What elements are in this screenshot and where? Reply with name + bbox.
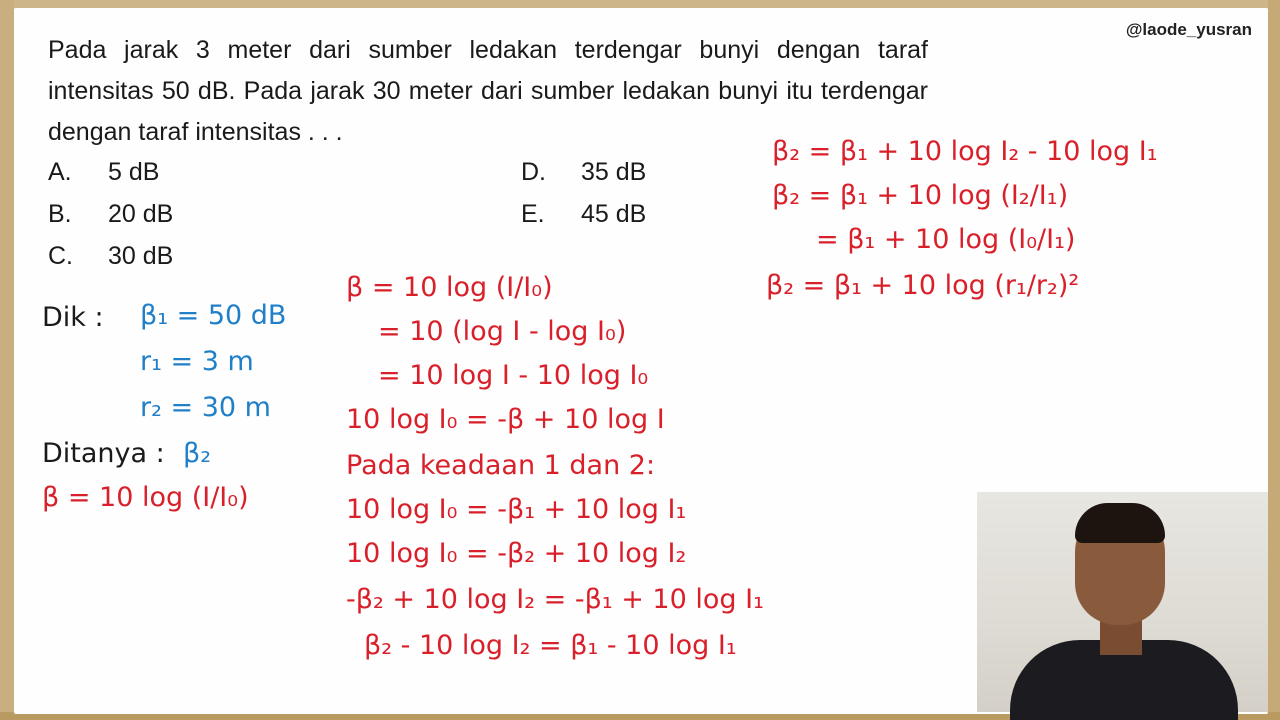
derivation-line-6: 10 log I₀ = -β₁ + 10 log I₁ xyxy=(346,494,687,525)
derivation-line-5: Pada keadaan 1 dan 2: xyxy=(346,450,656,481)
known-beta1: β₁ = 50 dB xyxy=(140,300,287,331)
known-r1: r₁ = 3 m xyxy=(140,346,254,377)
option-value: 20 dB xyxy=(108,200,174,228)
derivation-line-2: = 10 (log I - log I₀) xyxy=(378,316,627,347)
asked-label: Ditanya : xyxy=(42,438,165,469)
derivation-line-1: β = 10 log (I/I₀) xyxy=(346,272,553,303)
option-letter: E. xyxy=(521,200,545,228)
option-c xyxy=(48,242,173,271)
frame-top xyxy=(0,0,1280,8)
right-step-2: β₂ = β₁ + 10 log (I₂/I₁) xyxy=(772,180,1069,211)
question-text: Pada jarak 3 meter dari sumber ledakan terdengar bunyi dengan taraf intensitas 50 dB. Pada jarak 30 meter dari sumber ledakan bunyi itu terdengar dengan taraf intensitas . . . xyxy=(48,36,928,146)
option-a xyxy=(48,158,159,187)
right-step-4: β₂ = β₁ + 10 log (r₁/r₂)² xyxy=(766,270,1080,301)
option-letter: C. xyxy=(48,242,73,270)
derivation-line-8: -β₂ + 10 log I₂ = -β₁ + 10 log I₁ xyxy=(346,584,764,615)
derivation-line-3: = 10 log I - 10 log I₀ xyxy=(378,360,649,391)
option-letter: A. xyxy=(48,158,72,186)
option-value: 5 dB xyxy=(108,158,160,186)
presenter-hair xyxy=(1075,503,1165,543)
option-b xyxy=(48,200,173,229)
known-r2: r₂ = 30 m xyxy=(140,392,271,423)
frame-left xyxy=(0,0,14,720)
option-letter: D. xyxy=(521,158,546,186)
option-value: 45 dB xyxy=(581,200,647,228)
derivation-line-4: 10 log I₀ = -β + 10 log I xyxy=(346,404,665,435)
option-e xyxy=(521,200,646,229)
frame-right xyxy=(1268,0,1280,720)
right-step-1: β₂ = β₁ + 10 log I₂ - 10 log I₁ xyxy=(772,136,1158,167)
option-letter: B. xyxy=(48,200,72,228)
base-formula: β = 10 log (I/I₀) xyxy=(42,482,249,513)
right-step-3: = β₁ + 10 log (I₀/I₁) xyxy=(816,224,1076,255)
option-d xyxy=(521,158,646,187)
known-label: Dik : xyxy=(42,302,104,333)
derivation-line-7: 10 log I₀ = -β₂ + 10 log I₂ xyxy=(346,538,687,569)
derivation-line-9: β₂ - 10 log I₂ = β₁ - 10 log I₁ xyxy=(364,630,737,661)
watermark: @laode_yusran xyxy=(1125,20,1252,39)
option-value: 30 dB xyxy=(108,242,174,270)
asked-value: β₂ xyxy=(183,438,212,469)
option-value: 35 dB xyxy=(581,158,647,186)
